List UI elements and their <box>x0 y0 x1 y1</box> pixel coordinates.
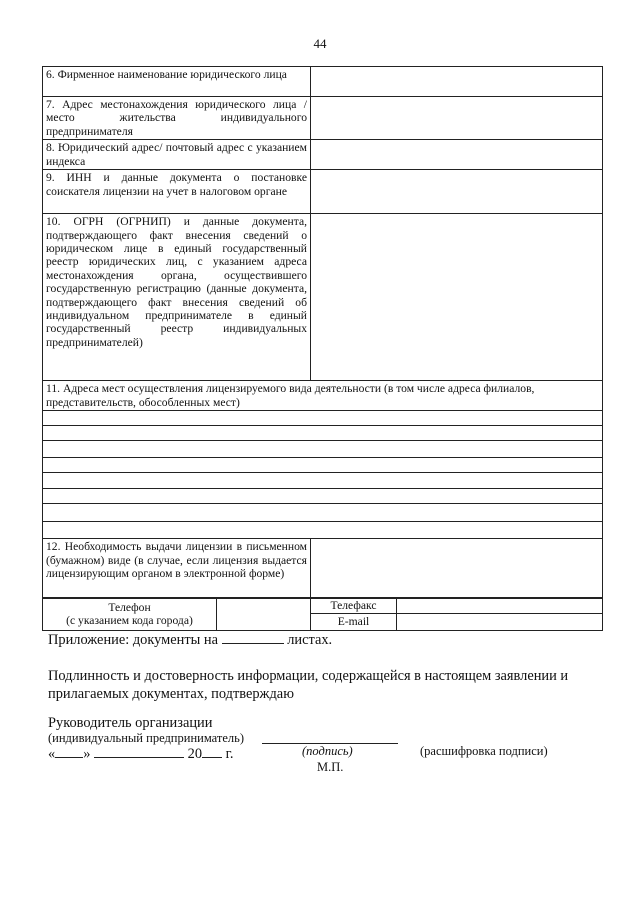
phone-sublabel: (с указанием кода города) <box>66 613 193 627</box>
address-field[interactable] <box>43 426 603 441</box>
form-row-7 <box>43 97 603 140</box>
address-line <box>43 426 603 441</box>
sheet-count-field[interactable] <box>222 631 284 644</box>
contacts-row-1 <box>43 598 603 614</box>
phone-label-cell <box>43 598 217 631</box>
row-label-7: 7. Адрес местонахождения юридического лица / место жительства индивидуального предпринимателя <box>43 97 311 140</box>
day-field[interactable] <box>55 745 83 758</box>
application-form-table <box>42 66 603 599</box>
row-value-7[interactable] <box>311 97 603 140</box>
signatory-title: Руководитель организации <box>48 715 213 731</box>
address-line <box>43 411 603 426</box>
phone-value[interactable] <box>217 598 311 631</box>
address-line <box>43 522 603 539</box>
row-label-12: 12. Необходимость выдачи лицензии в письменном (бумажном) виде (в случае, если лицензия выдается лицензирующим органом в электронной форме) <box>43 539 311 599</box>
contacts-table <box>42 597 603 631</box>
address-line <box>43 441 603 458</box>
section-11-header <box>43 381 603 411</box>
section-11-label: 11. Адреса мест осуществления лицензируемого вида деятельности (в том числе адреса филиалов, представительств, обособленных мест) <box>43 381 603 411</box>
row-label-8: 8. Юридический адрес/ почтовый адрес с указанием индекса <box>43 140 311 170</box>
fax-value[interactable] <box>397 598 603 614</box>
address-line <box>43 489 603 504</box>
row-value-12[interactable] <box>311 539 603 599</box>
row-value-8[interactable] <box>311 140 603 170</box>
confirmation-text: Подлинность и достоверность информации, содержащейся в настоящем заявлении и прилагаемых документах, подтверждаю <box>48 668 569 702</box>
fax-label: Телефакс <box>311 598 397 614</box>
form-row-10 <box>43 214 603 381</box>
quote-close: » <box>83 746 91 762</box>
phone-label: Телефон <box>108 600 151 614</box>
year-field[interactable] <box>202 745 222 758</box>
signatory-subtitle: (индивидуальный предприниматель) <box>48 731 244 745</box>
attachment-line <box>48 631 332 649</box>
address-field[interactable] <box>43 411 603 426</box>
address-field[interactable] <box>43 522 603 539</box>
form-row-12 <box>43 539 603 599</box>
row-value-9[interactable] <box>311 170 603 214</box>
form-row-9 <box>43 170 603 214</box>
quote-open: « <box>48 746 56 762</box>
address-line <box>43 458 603 473</box>
row-value-10[interactable] <box>311 214 603 381</box>
address-field[interactable] <box>43 441 603 458</box>
row-label-9: 9. ИНН и данные документа о постановке соискателя лицензии на учет в налоговом органе <box>43 170 311 214</box>
signature-decode-caption: (расшифровка подписи) <box>420 744 548 758</box>
date-line <box>48 745 234 763</box>
year-suffix: г. <box>225 746 234 762</box>
attachment-prefix: Приложение: документы на <box>48 632 218 648</box>
address-field[interactable] <box>43 458 603 473</box>
address-line <box>43 473 603 489</box>
address-field[interactable] <box>43 489 603 504</box>
email-value[interactable] <box>397 614 603 630</box>
month-field[interactable] <box>94 745 184 758</box>
email-label: E-mail <box>311 614 397 630</box>
form-row-8 <box>43 140 603 170</box>
form-row-6 <box>43 67 603 97</box>
attachment-suffix: листах. <box>287 632 333 648</box>
row-label-6: 6. Фирменное наименование юридического лица <box>43 67 311 97</box>
page-number: 44 <box>313 36 327 51</box>
stamp-label: М.П. <box>317 760 344 774</box>
year-prefix: 20 <box>187 746 203 762</box>
row-label-10: 10. ОГРН (ОГРНИП) и данные документа, подтверждающего факт внесения сведений о юридическом лице в единый государственный реестр юридических лиц, с указанием адреса местонахождения органа, осуществившего государственную регистрацию (данные документа, подтверждающего факт внесения сведений об индивидуальном предпринимателе в единый государственный реестр индивидуальных предпринимателей) <box>43 214 311 381</box>
signature-field[interactable] <box>262 733 398 744</box>
address-line <box>43 504 603 522</box>
address-field[interactable] <box>43 473 603 489</box>
address-field[interactable] <box>43 504 603 522</box>
row-value-6[interactable] <box>311 67 603 97</box>
signature-caption: (подпись) <box>302 744 353 758</box>
